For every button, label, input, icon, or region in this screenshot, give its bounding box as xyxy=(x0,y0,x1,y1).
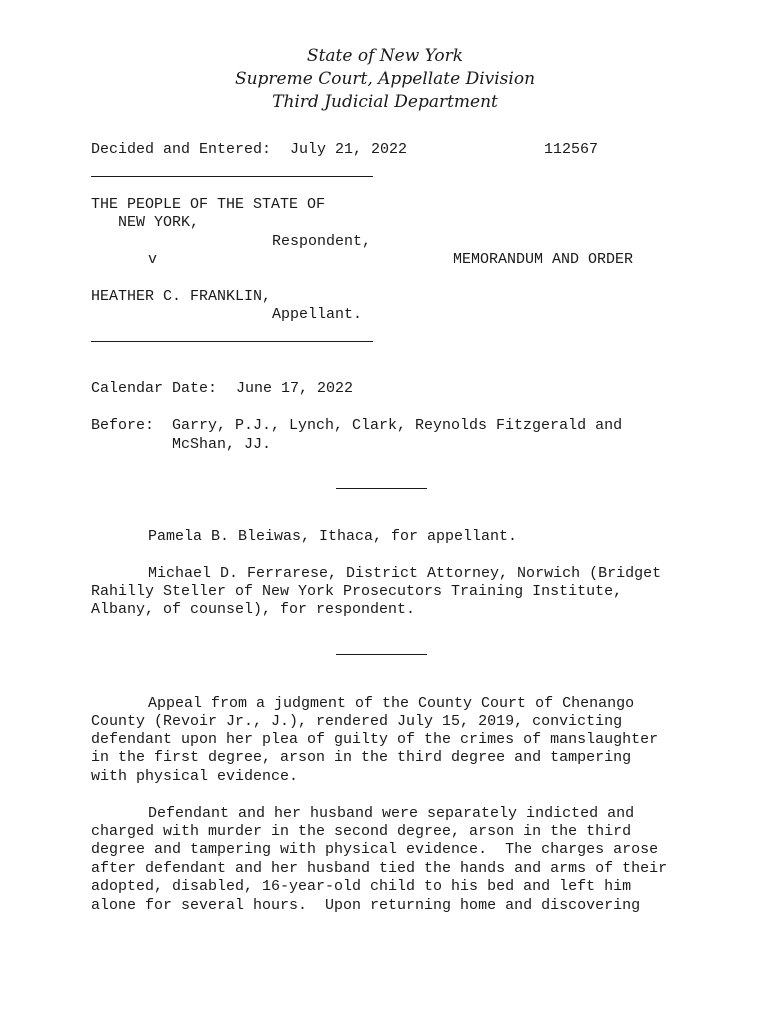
document-type: MEMORANDUM AND ORDER xyxy=(453,251,634,268)
respondent-role: Respondent, xyxy=(272,233,372,250)
appellant-party: HEATHER C. FRANKLIN, xyxy=(91,288,272,305)
body-p2-line: charged with murder in the second degree, arson in the third xyxy=(91,823,632,840)
respondent-counsel-line2: Rahilly Steller of New York Prosecutors Training Institute, xyxy=(91,583,623,600)
before-judges-line2: McShan, JJ. xyxy=(172,436,272,453)
respondent-party-line1: THE PEOPLE OF THE STATE OF xyxy=(91,196,326,213)
body-p2-line: alone for several hours. Upon returning home and discovering xyxy=(91,897,641,914)
court-state: State of New York xyxy=(306,46,464,66)
body-p1-line: Appeal from a judgment of the County Court of Chenango xyxy=(148,695,635,712)
versus: v xyxy=(148,251,158,268)
body-p2-line: after defendant and her husband tied the hands and arms of their xyxy=(91,860,668,877)
section-divider-1 xyxy=(336,488,427,489)
body-p1-line: County (Revoir Jr., J.), rendered July 15, 2019, convicting xyxy=(91,713,623,730)
body-p1-line: with physical evidence. xyxy=(91,768,299,785)
body-p2-line: degree and tampering with physical evidence. The charges arose xyxy=(91,841,659,858)
body-p1-line: in the first degree, arson in the third degree and tampering xyxy=(91,749,632,766)
court-department: Third Judicial Department xyxy=(272,92,498,112)
caption-top-rule xyxy=(91,176,373,177)
court-name: Supreme Court, Appellate Division xyxy=(234,69,536,89)
before-label: Before: xyxy=(91,417,155,434)
decided-date: July 21, 2022 xyxy=(290,141,408,158)
appellant-counsel: Pamela B. Bleiwas, Ithaca, for appellant. xyxy=(148,528,518,545)
docket-number: 112567 xyxy=(544,141,599,158)
appellant-role: Appellant. xyxy=(272,306,363,323)
body-p1-line: defendant upon her plea of guilty of the crimes of manslaughter xyxy=(91,731,659,748)
body-p2-line: Defendant and her husband were separately indicted and xyxy=(148,805,635,822)
respondent-party-line2: NEW YORK, xyxy=(118,214,200,231)
section-divider-2 xyxy=(336,654,427,655)
respondent-counsel-line1: Michael D. Ferrarese, District Attorney, Norwich (Bridget xyxy=(148,565,662,582)
caption-bottom-rule xyxy=(91,341,373,342)
calendar-date: June 17, 2022 xyxy=(236,380,354,397)
respondent-counsel-line3: Albany, of counsel), for respondent. xyxy=(91,601,416,618)
body-p2-line: adopted, disabled, 16-year-old child to his bed and left him xyxy=(91,878,632,895)
before-judges-line1: Garry, P.J., Lynch, Clark, Reynolds Fitzgerald and xyxy=(172,417,623,434)
calendar-label: Calendar Date: xyxy=(91,380,218,397)
decided-label: Decided and Entered: xyxy=(91,141,272,158)
